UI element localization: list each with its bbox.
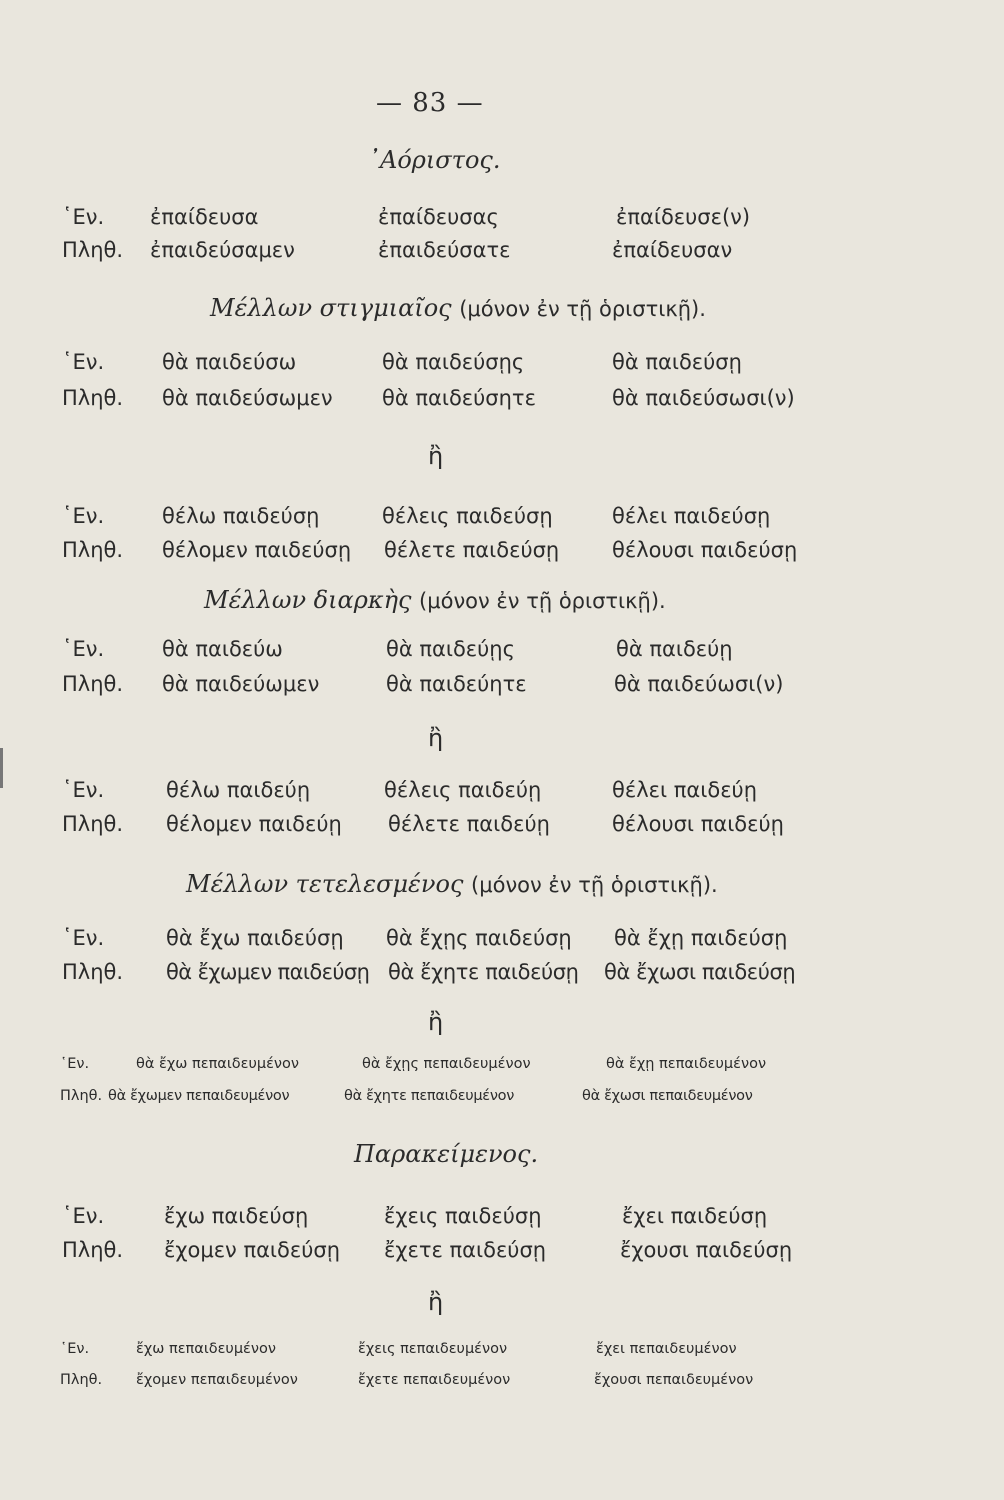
perf-sg-1: ἔχω παιδεύσῃ [164,1204,309,1228]
fm-pl-label: Πληθ. [62,386,124,410]
fc-sg-3: θὰ παιδεύῃ [616,637,733,661]
aorist-pl-1: ἐπαιδεύσαμεν [150,238,295,262]
fm-sg-3: θὰ παιδεύσῃ [612,350,742,374]
fm-or: ἢ [428,442,444,470]
aorist-pl-2: ἐπαιδεύσατε [378,238,511,262]
fc-pl-1: θὰ παιδεύωμεν [162,672,320,696]
fc-sg-1: θὰ παιδεύω [162,637,283,661]
fc-alt-sg-1: θέλω παιδεύῃ [166,778,311,802]
fm-alt-pl-1: θέλομεν παιδεύσῃ [162,538,352,562]
fm-sg-2: θὰ παιδεύσῃς [382,350,525,374]
fm-pl-3: θὰ παιδεύσωσι(ν) [612,386,795,410]
fc-or: ἢ [428,724,444,752]
fm-alt-pl-3: θέλουσι παιδεύσῃ [612,538,798,562]
perf-alt-pl-3: ἔχουσι πεπαιδευμένον [594,1372,754,1388]
fm-sg-1: θὰ παιδεύσω [162,350,297,374]
aorist-sg-2: ἐπαίδευσας [378,205,499,229]
fc-alt-sg-label: ῾Εν. [62,778,105,802]
fp-pl-label: Πληθ. [62,960,124,984]
perf-alt-sg-label: ῾Εν. [60,1341,90,1357]
fc-alt-pl-3: θέλουσι παιδεύῃ [612,812,784,836]
fp-pl-3: θὰ ἔχωσι παιδεύσῃ [604,960,796,984]
fm-alt-sg-3: θέλει παιδεύσῃ [612,504,771,528]
fp-pl-2: θὰ ἔχητε παιδεύσῃ [388,960,579,984]
fm-pl-2: θὰ παιδεύσητε [382,386,536,410]
fp-or: ἢ [428,1008,444,1036]
future-continuous-heading [204,586,666,614]
future-momentary-note: (μόνον ἐν τῇ ὁριστικῇ). [459,297,706,321]
future-perfect-note: (μόνον ἐν τῇ ὁριστικῇ). [471,873,718,897]
fp-alt-sg-3: θὰ ἔχῃ πεπαιδευμένον [606,1056,767,1072]
fp-alt-pl-label: Πληθ. [60,1088,103,1104]
perf-pl-label: Πληθ. [62,1238,124,1262]
aorist-sg-3: ἐπαίδευσε(ν) [616,205,751,229]
perf-alt-pl-1: ἔχομεν πεπαιδευμένον [136,1372,298,1388]
future-continuous-note: (μόνον ἐν τῇ ὁριστικῇ). [419,589,666,613]
perf-alt-sg-2: ἔχεις πεπαιδευμένον [358,1341,508,1357]
perf-or: ἢ [428,1288,444,1316]
fc-alt-sg-3: θέλει παιδεύῃ [612,778,758,802]
fp-sg-3: θὰ ἔχῃ παιδεύσῃ [614,926,788,950]
perf-alt-pl-label: Πληθ. [60,1372,103,1388]
fc-pl-3: θὰ παιδεύωσι(ν) [614,672,784,696]
aorist-sg-1: ἐπαίδευσα [150,205,259,229]
future-continuous-title: Μέλλων διαρκὴς [204,586,412,614]
fc-sg-2: θὰ παιδεύῃς [386,637,515,661]
future-perfect-title: Μέλλων τετελεσμένος [186,870,464,898]
perf-sg-2: ἔχεις παιδεύσῃ [384,1204,542,1228]
fp-alt-pl-2: θὰ ἔχητε πεπαιδευμένον [344,1088,515,1104]
aorist-sg-label: ῾Εν. [62,205,105,229]
fm-pl-1: θὰ παιδεύσωμεν [162,386,333,410]
perf-pl-2: ἔχετε παιδεύσῃ [384,1238,547,1262]
perf-sg-3: ἔχει παιδεύσῃ [622,1204,768,1228]
perfect-title: Παρακείμενος. [354,1140,539,1168]
fp-alt-pl-1: θὰ ἔχωμεν πεπαιδευμένον [108,1088,290,1104]
aorist-pl-label: Πληθ. [62,238,124,262]
aorist-title: ᾿Αόριστος. [368,146,501,174]
future-perfect-heading [186,870,718,898]
aorist-pl-3: ἐπαίδευσαν [612,238,733,262]
fc-alt-pl-1: θέλομεν παιδεύῃ [166,812,342,836]
fm-alt-sg-2: θέλεις παιδεύσῃ [382,504,553,528]
fm-alt-sg-label: ῾Εν. [62,504,105,528]
perf-pl-1: ἔχομεν παιδεύσῃ [164,1238,341,1262]
future-momentary-heading [210,294,706,322]
fm-alt-pl-2: θέλετε παιδεύσῃ [384,538,560,562]
fp-alt-pl-3: θὰ ἔχωσι πεπαιδευμένον [582,1088,753,1104]
fc-sg-label: ῾Εν. [62,637,105,661]
perf-alt-pl-2: ἔχετε πεπαιδευμένον [358,1372,511,1388]
fp-pl-1: θὰ ἔχωμεν παιδεύσῃ [166,960,370,984]
fp-sg-label: ῾Εν. [62,926,105,950]
fc-alt-sg-2: θέλεις παιδεύῃ [384,778,542,802]
fp-alt-sg-label: ῾Εν. [60,1056,90,1072]
fp-alt-sg-1: θὰ ἔχω πεπαιδευμένον [136,1056,299,1072]
fc-pl-2: θὰ παιδεύητε [386,672,527,696]
fm-sg-label: ῾Εν. [62,350,105,374]
fc-alt-pl-label: Πληθ. [62,812,124,836]
perf-pl-3: ἔχουσι παιδεύσῃ [620,1238,793,1262]
fm-alt-pl-label: Πληθ. [62,538,124,562]
perf-alt-sg-3: ἔχει πεπαιδευμένον [596,1341,737,1357]
perf-alt-sg-1: ἔχω πεπαιδευμένον [136,1341,276,1357]
fm-alt-sg-1: θέλω παιδεύσῃ [162,504,320,528]
fc-pl-label: Πληθ. [62,672,124,696]
fp-alt-sg-2: θὰ ἔχῃς πεπαιδευμένον [362,1056,531,1072]
fc-alt-pl-2: θέλετε παιδεύῃ [388,812,550,836]
left-margin-mark [0,748,3,788]
future-momentary-title: Μέλλων στιγμιαῖος [210,294,452,322]
page-number: — 83 — [376,88,484,118]
perf-sg-label: ῾Εν. [62,1204,105,1228]
fp-sg-2: θὰ ἔχῃς παιδεύσῃ [386,926,572,950]
fp-sg-1: θὰ ἔχω παιδεύσῃ [166,926,344,950]
